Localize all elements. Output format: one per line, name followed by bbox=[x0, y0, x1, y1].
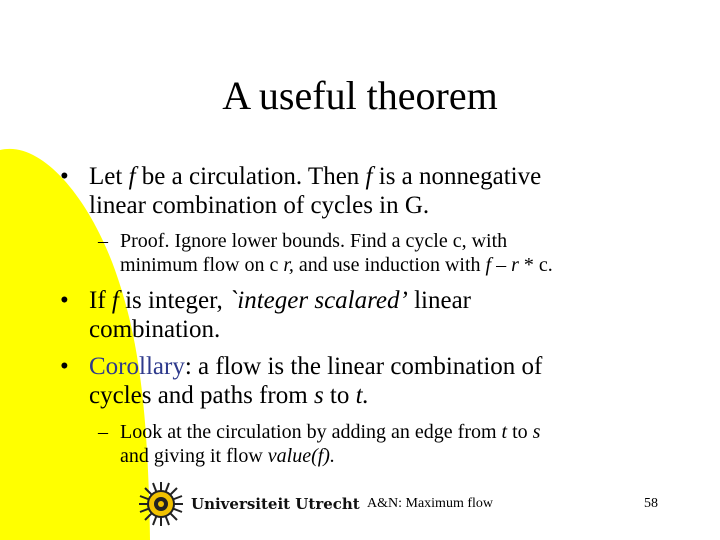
italic-text: s bbox=[532, 421, 541, 443]
italic-text: value(f). bbox=[267, 445, 335, 467]
sub-bullet-line: Look at the circulation by adding an edge from t to s bbox=[120, 421, 541, 443]
sub-bullet-text bbox=[120, 420, 540, 468]
slide-title: A useful theorem bbox=[222, 73, 498, 118]
sub-bullet-line: and giving it flow value(f). bbox=[120, 445, 335, 467]
bullet-text bbox=[89, 162, 541, 220]
logo-wordmark: Universiteit Utrecht bbox=[191, 495, 360, 513]
bullet-line: combination. bbox=[89, 316, 221, 343]
sub-bullet-text bbox=[120, 229, 553, 277]
italic-text: `integer scalared’ bbox=[228, 287, 408, 314]
italic-text: s bbox=[313, 382, 324, 409]
italic-text: t bbox=[501, 421, 508, 443]
italic-text: f bbox=[111, 287, 119, 314]
bullet-symbol: • bbox=[60, 353, 69, 380]
bullet-line: If f is integer, `integer scalared’ linear bbox=[89, 287, 472, 314]
italic-text: f bbox=[128, 163, 136, 190]
bullet-symbol: • bbox=[60, 163, 69, 190]
bullet-symbol: • bbox=[60, 287, 69, 314]
highlighted-term: Corollary bbox=[89, 353, 185, 380]
bullet-line: cycles and paths from s to t. bbox=[89, 382, 369, 409]
italic-text: f bbox=[365, 163, 373, 190]
dash-symbol: – bbox=[98, 230, 108, 252]
bullet-line: Corollary: a flow is the linear combination of bbox=[89, 353, 543, 380]
sub-bullet-line: Proof. Ignore lower bounds. Find a cycle c, with bbox=[120, 230, 508, 252]
dash-symbol: – bbox=[98, 421, 108, 443]
footer-course-title: A&N: Maximum flow bbox=[367, 496, 493, 511]
italic-text: t. bbox=[355, 382, 369, 409]
bullet-text bbox=[89, 352, 542, 410]
bullet-line: Let f be a circulation. Then f is a nonnegative bbox=[89, 163, 542, 190]
bullet-line: linear combination of cycles in G. bbox=[89, 192, 430, 219]
sub-bullet-line: minimum flow on c r, and use induction with f – r * c. bbox=[120, 254, 553, 276]
bullet-text bbox=[89, 286, 471, 344]
italic-text: f – r bbox=[485, 254, 519, 276]
italic-text: r, bbox=[283, 254, 294, 276]
sun-emblem-icon bbox=[133, 480, 189, 528]
page-number: 58 bbox=[644, 496, 658, 511]
